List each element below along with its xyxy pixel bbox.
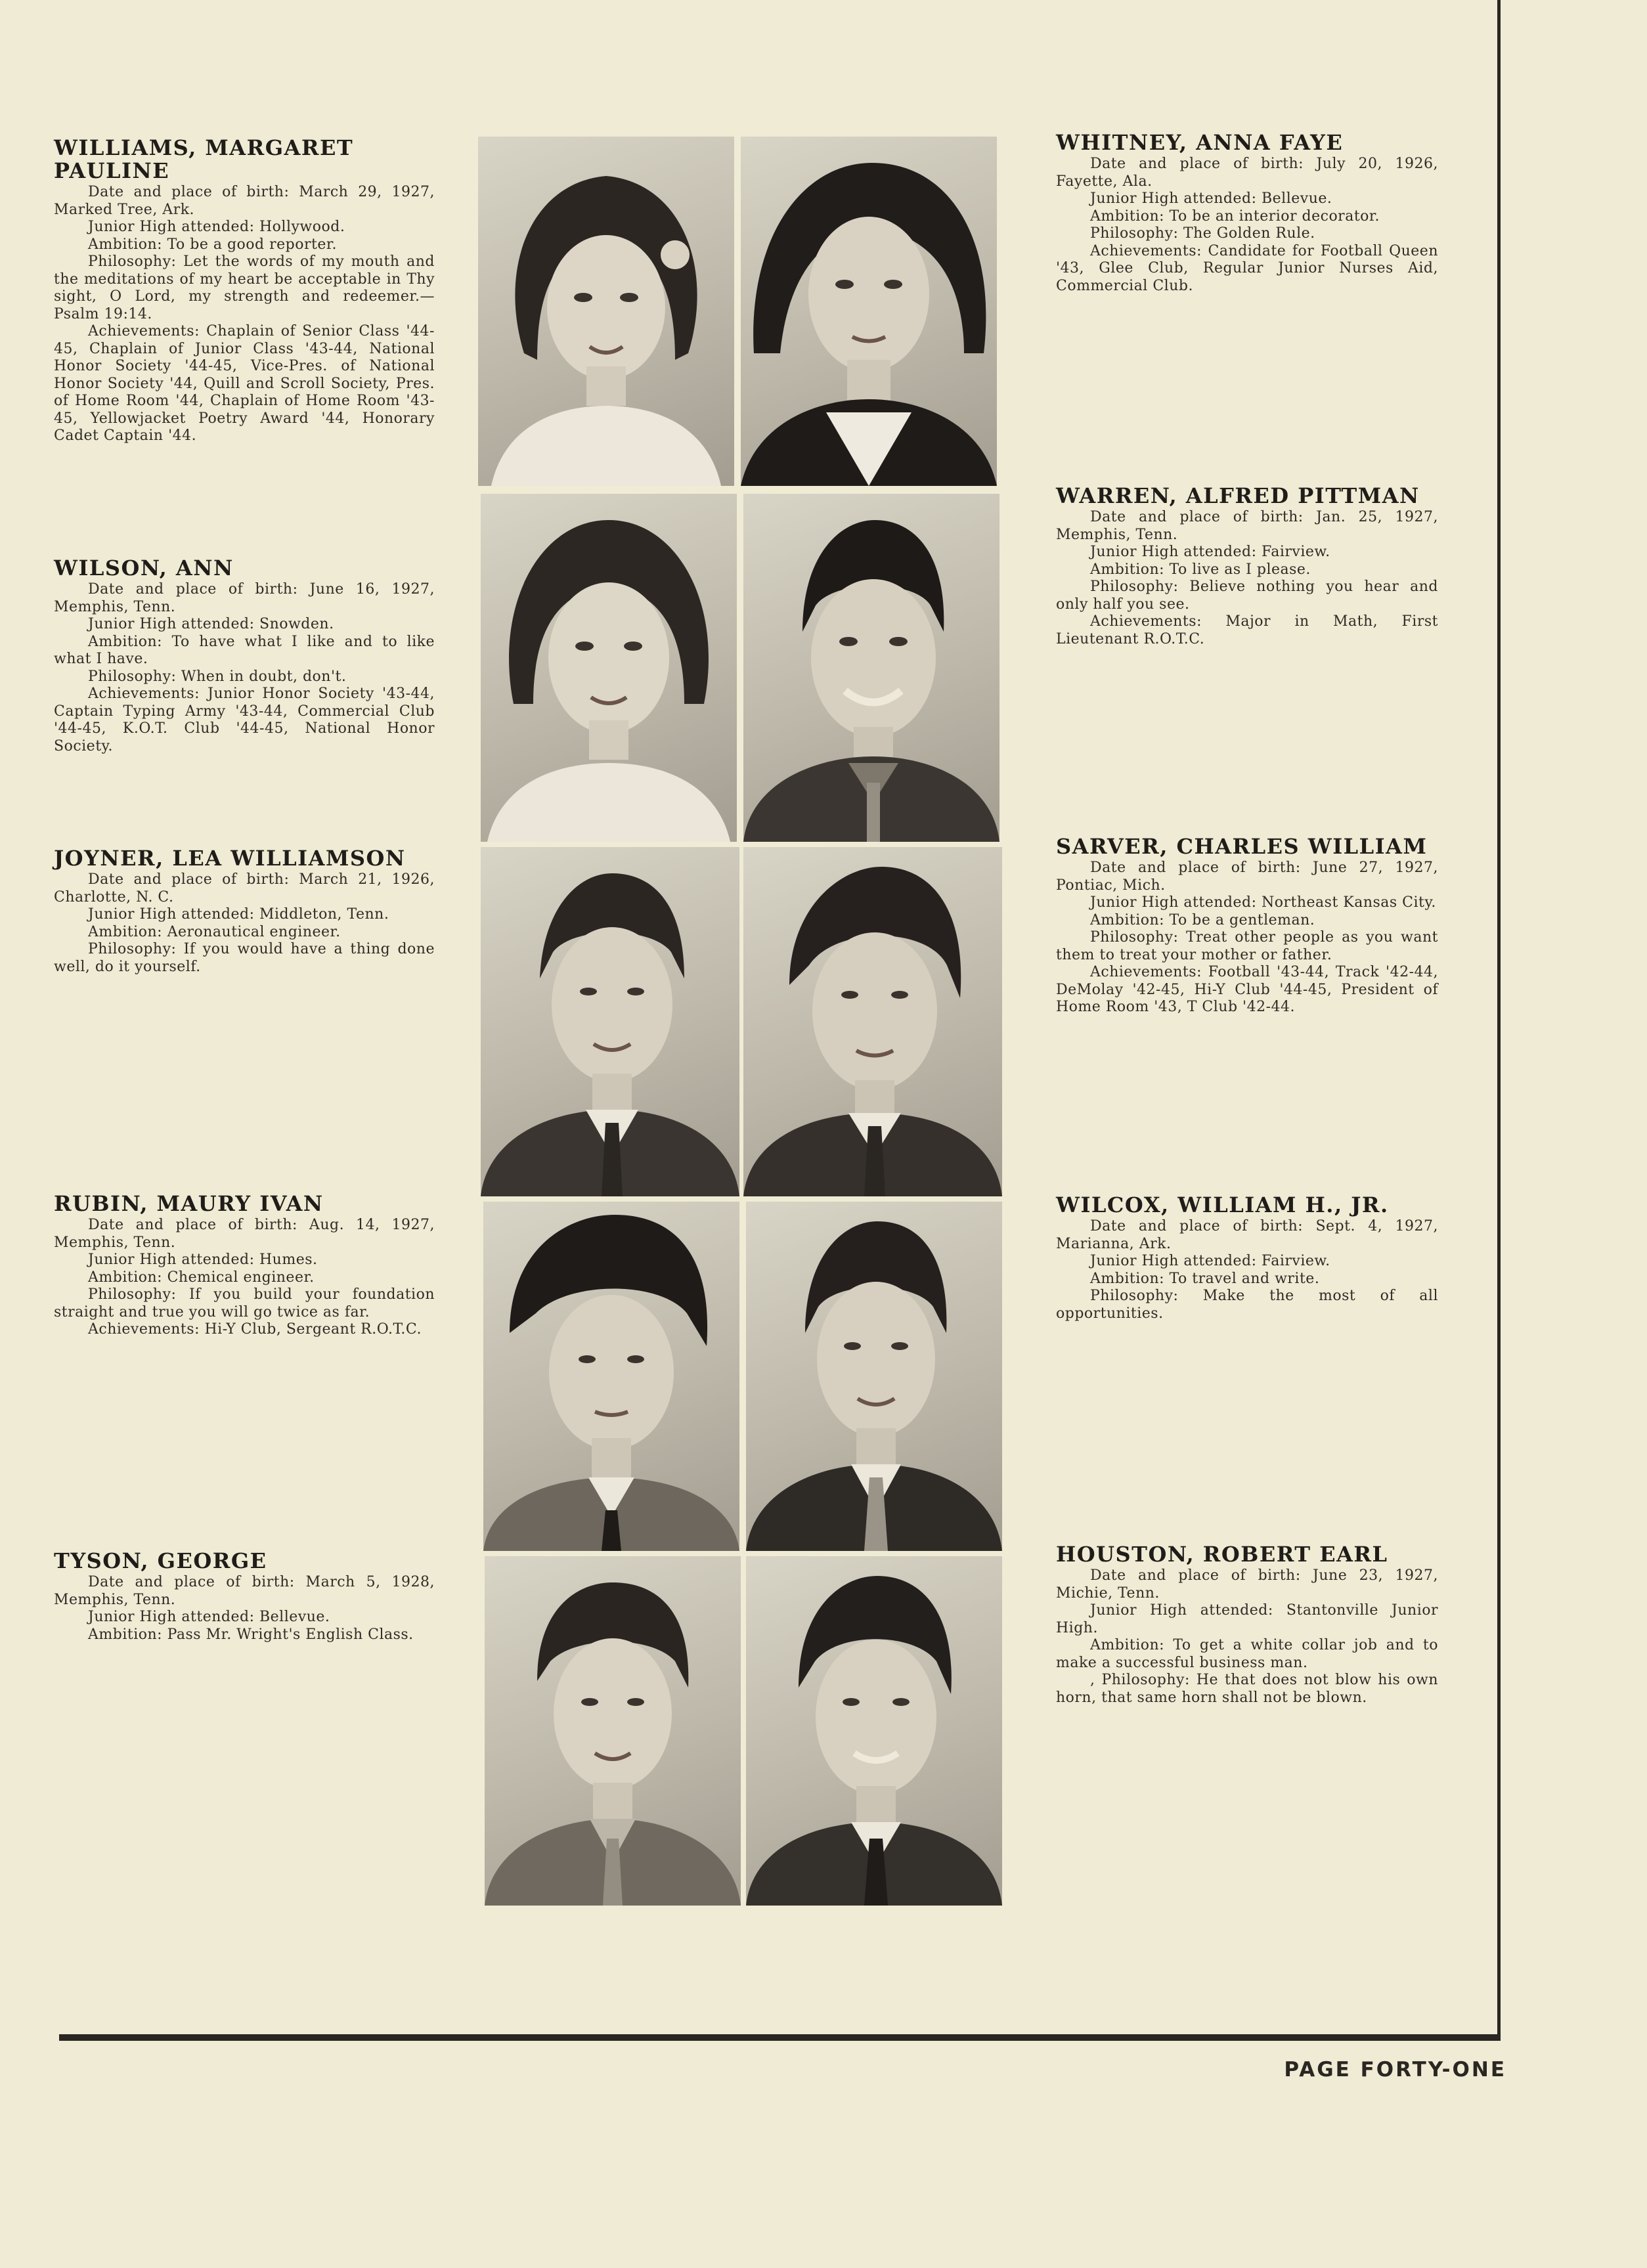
student-entry-joyner xyxy=(54,847,435,976)
bio-line: Achievements: Junior Honor Society '43-44, Captain Typing Army '43-44, Commercial Club '44-45, K.O.T. Club '44-45, National Honor Society. xyxy=(54,686,435,754)
bio-line: Junior High attended: Stantonville Junior High. xyxy=(1056,1602,1438,1636)
bio-line: Achievements: Chaplain of Senior Class '44-45, Chaplain of Junior Class '43-44, National Honor Society '44-45, Vice-Pres. of National Honor Society '44, Quill and Scroll Society, Pres. of Home Room '44, Chaplain of Home Room '43-45, Yellowjacket Poetry Award '44, Honorary Cadet Captain '44. xyxy=(54,323,435,444)
student-entry-warren xyxy=(1056,485,1438,648)
student-name: SARVER, CHARLES WILLIAM xyxy=(1056,834,1428,859)
bio-line: Date and place of birth: March 21, 1926, Charlotte, N. C. xyxy=(54,871,435,905)
student-entry-sarver xyxy=(1056,835,1438,1016)
bio-line: Achievements: Candidate for Football Queen '43, Glee Club, Regular Junior Nurses Aid, Commercial Club. xyxy=(1056,242,1438,294)
student-name: WILCOX, WILLIAM H., JR. xyxy=(1056,1192,1389,1217)
student-name: WARREN, ALFRED PITTMAN xyxy=(1056,483,1420,508)
bio-line: Junior High attended: Fairview. xyxy=(1090,1253,1330,1269)
bio-line: Date and place of birth: June 27, 1927, Pontiac, Mich. xyxy=(1056,860,1438,894)
bottom-rule xyxy=(59,2034,1501,2041)
bio-line: Date and place of birth: Aug. 14, 1927, Memphis, Tenn. xyxy=(54,1217,435,1251)
portrait-whitney xyxy=(741,137,997,486)
bio-line: Ambition: Aeronautical engineer. xyxy=(88,923,341,940)
bio-line: Ambition: To have what I like and to like what I have. xyxy=(54,633,435,667)
student-bio xyxy=(1056,1218,1438,1322)
student-entry-tyson xyxy=(54,1550,435,1644)
bio-line: Philosophy: Make the most of all opportunities. xyxy=(1056,1288,1438,1322)
student-entry-rubin xyxy=(54,1192,435,1339)
bio-line: Ambition: To get a white collar job and to make a successful business man. xyxy=(1056,1637,1438,1671)
bio-line: Ambition: Pass Mr. Wright's English Class. xyxy=(88,1626,414,1643)
right-margin-rule xyxy=(1497,0,1501,2037)
bio-line: Date and place of birth: June 16, 1927, Memphis, Tenn. xyxy=(54,581,435,615)
bio-line: Philosophy: When in doubt, don't. xyxy=(88,668,347,685)
student-bio xyxy=(1056,156,1438,295)
student-name: WILSON, ANN xyxy=(54,556,234,580)
student-entry-whitney xyxy=(1056,131,1438,295)
bio-line: Date and place of birth: Jan. 25, 1927, Memphis, Tenn. xyxy=(1056,509,1438,543)
bio-line: Ambition: To be a good reporter. xyxy=(88,236,337,253)
bio-line: , Philosophy: He that does not blow his own horn, that same horn shall not be blown. xyxy=(1056,1672,1438,1706)
student-name: WILLIAMS, MARGARET PAULINE xyxy=(54,135,354,183)
bio-line: Ambition: To be an interior decorator. xyxy=(1090,207,1380,225)
student-entry-wilcox xyxy=(1056,1194,1438,1322)
student-bio xyxy=(1056,1567,1438,1707)
page-number: PAGE FORTY-ONE xyxy=(1284,2058,1506,2082)
bio-line: Philosophy: If you build your foundation straight and true you will go twice as far. xyxy=(54,1286,435,1320)
student-bio xyxy=(54,871,435,976)
bio-line: Ambition: To be a gentleman. xyxy=(1090,911,1315,928)
bio-line: Junior High attended: Northeast Kansas City. xyxy=(1090,894,1436,911)
bio-line: Junior High attended: Middleton, Tenn. xyxy=(88,906,389,923)
student-bio xyxy=(1056,509,1438,648)
portrait-rubin xyxy=(483,1202,739,1551)
student-bio xyxy=(54,1574,435,1644)
bio-line: Ambition: Chemical engineer. xyxy=(88,1269,315,1286)
student-entry-wilson xyxy=(54,557,435,755)
bio-line: Philosophy: Believe nothing you hear and only half you see. xyxy=(1056,578,1438,613)
student-bio xyxy=(54,581,435,755)
student-entry-williams xyxy=(54,137,435,445)
student-name: JOYNER, LEA WILLIAMSON xyxy=(54,846,406,871)
bio-line: Junior High attended: Fairview. xyxy=(1090,544,1330,560)
portrait-tyson xyxy=(485,1556,741,1906)
student-name: RUBIN, MAURY IVAN xyxy=(54,1191,324,1216)
student-name: HOUSTON, ROBERT EARL xyxy=(1056,1542,1388,1567)
student-entry-houston xyxy=(1056,1543,1438,1707)
bio-line: Achievements: Hi-Y Club, Sergeant R.O.T.C. xyxy=(88,1321,422,1338)
bio-line: Date and place of birth: June 23, 1927, Michie, Tenn. xyxy=(1056,1567,1438,1602)
bio-line: Date and place of birth: Sept. 4, 1927, Marianna, Ark. xyxy=(1056,1218,1438,1252)
bio-line: Junior High attended: Bellevue. xyxy=(1090,190,1332,207)
bio-line: Ambition: To live as I please. xyxy=(1090,561,1311,578)
portrait-sarver xyxy=(743,847,1002,1196)
bio-line: Date and place of birth: March 29, 1927, Marked Tree, Ark. xyxy=(54,184,435,218)
student-bio xyxy=(1056,860,1438,1016)
student-bio xyxy=(54,184,435,445)
bio-line: Philosophy: Treat other people as you want them to treat your mother or father. xyxy=(1056,929,1438,963)
bio-line: Achievements: Major in Math, First Lieutenant R.O.T.C. xyxy=(1056,613,1438,647)
bio-line: Philosophy: The Golden Rule. xyxy=(1090,225,1315,242)
bio-line: Philosophy: Let the words of my mouth and the meditations of my heart be acceptable in Thy sight, O Lord, my strength and redeemer.— Psalm 19:14. xyxy=(54,253,435,322)
portrait-houston xyxy=(746,1556,1002,1906)
bio-line: Junior High attended: Bellevue. xyxy=(88,1609,330,1625)
student-name: WHITNEY, ANNA FAYE xyxy=(1056,130,1344,155)
bio-line: Date and place of birth: July 20, 1926, Fayette, Ala. xyxy=(1056,156,1438,190)
bio-line: Junior High attended: Snowden. xyxy=(88,616,334,632)
bio-line: Achievements: Football '43-44, Track '42-44, DeMolay '42-45, Hi-Y Club '44-45, President of Home Room '43, T Club '42-44. xyxy=(1056,964,1438,1015)
bio-line: Junior High attended: Hollywood. xyxy=(88,219,345,235)
portrait-wilcox xyxy=(746,1202,1002,1551)
student-name: TYSON, GEORGE xyxy=(54,1548,267,1573)
portrait-williams xyxy=(478,137,734,486)
bio-line: Ambition: To travel and write. xyxy=(1090,1270,1320,1287)
portrait-wilson xyxy=(481,494,737,842)
portrait-warren xyxy=(743,494,999,842)
bio-line: Date and place of birth: March 5, 1928, Memphis, Tenn. xyxy=(54,1574,435,1608)
student-bio xyxy=(54,1217,435,1339)
portrait-joyner xyxy=(481,847,739,1196)
bio-line: Philosophy: If you would have a thing done well, do it yourself. xyxy=(54,941,435,975)
bio-line: Junior High attended: Humes. xyxy=(88,1252,318,1268)
